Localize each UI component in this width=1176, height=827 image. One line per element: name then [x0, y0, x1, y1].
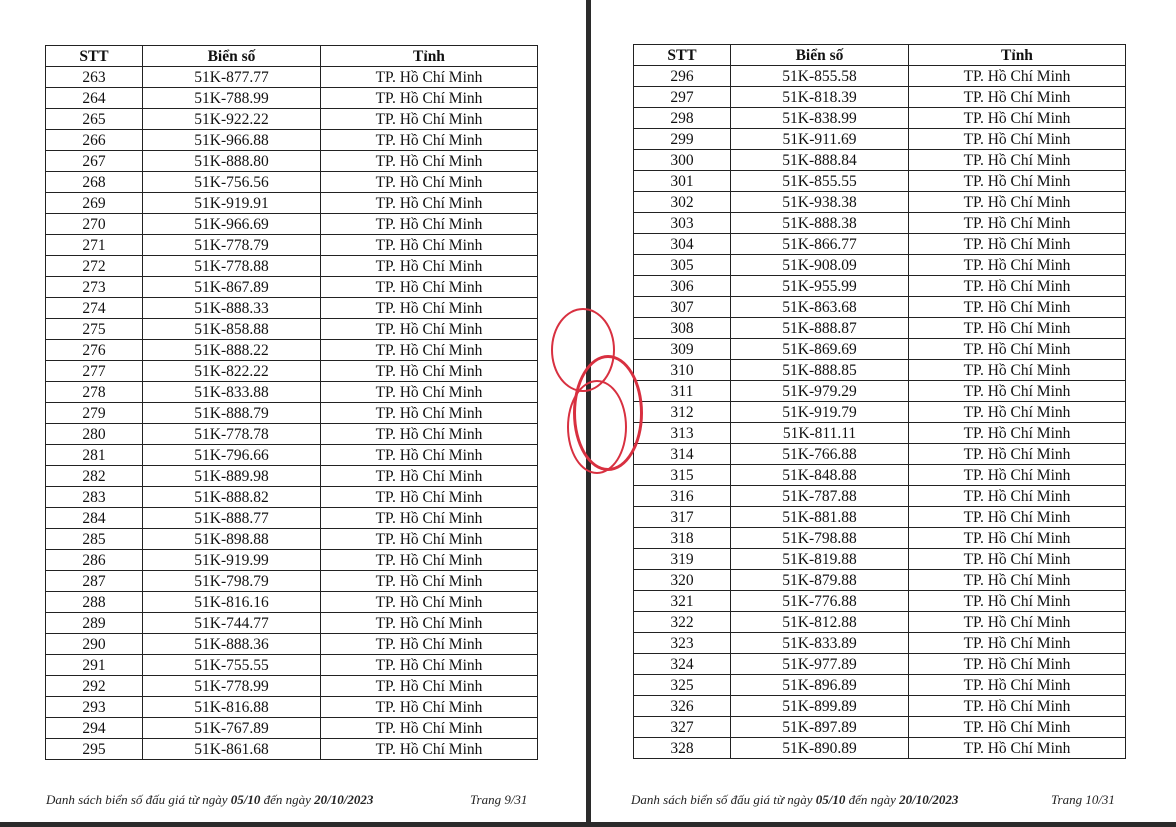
row-province: TP. Hồ Chí Minh — [321, 88, 538, 109]
table-row — [634, 549, 1126, 570]
row-plate: 51K-788.99 — [143, 88, 321, 109]
row-plate: 51K-798.88 — [731, 528, 909, 549]
row-province: TP. Hồ Chí Minh — [909, 528, 1126, 549]
table-row — [634, 234, 1126, 255]
row-plate: 51K-744.77 — [143, 613, 321, 634]
row-province: TP. Hồ Chí Minh — [321, 256, 538, 277]
row-province: TP. Hồ Chí Minh — [321, 382, 538, 403]
row-province: TP. Hồ Chí Minh — [909, 381, 1126, 402]
row-plate: 51K-855.55 — [731, 171, 909, 192]
row-stt: 311 — [634, 381, 731, 402]
row-province: TP. Hồ Chí Minh — [321, 571, 538, 592]
row-province: TP. Hồ Chí Minh — [909, 507, 1126, 528]
page-number: Trang 10/31 — [1051, 792, 1115, 807]
row-plate: 51K-866.77 — [731, 234, 909, 255]
table-row — [46, 88, 538, 109]
row-province: TP. Hồ Chí Minh — [321, 676, 538, 697]
row-plate: 51K-888.85 — [731, 360, 909, 381]
row-stt: 307 — [634, 297, 731, 318]
row-plate: 51K-869.69 — [731, 339, 909, 360]
red-seal-stamp — [573, 355, 643, 471]
table-row — [634, 360, 1126, 381]
row-province: TP. Hồ Chí Minh — [321, 214, 538, 235]
row-plate: 51K-889.98 — [143, 466, 321, 487]
row-stt: 323 — [634, 633, 731, 654]
row-province: TP. Hồ Chí Minh — [321, 235, 538, 256]
row-province: TP. Hồ Chí Minh — [321, 193, 538, 214]
footer-middle: đến ngày — [845, 792, 900, 807]
row-stt: 263 — [46, 67, 143, 88]
table-row — [634, 276, 1126, 297]
row-stt: 283 — [46, 487, 143, 508]
row-province: TP. Hồ Chí Minh — [909, 171, 1126, 192]
document-page-9 — [0, 0, 586, 822]
row-plate: 51K-919.79 — [731, 402, 909, 423]
row-plate: 51K-877.77 — [143, 67, 321, 88]
row-province: TP. Hồ Chí Minh — [321, 424, 538, 445]
row-stt: 296 — [634, 66, 731, 87]
row-province: TP. Hồ Chí Minh — [909, 444, 1126, 465]
footer-from-date: 05/10 — [815, 792, 846, 807]
table-row — [634, 507, 1126, 528]
table-row — [634, 465, 1126, 486]
row-plate: 51K-816.88 — [143, 697, 321, 718]
table-row — [634, 318, 1126, 339]
row-plate: 51K-812.88 — [731, 612, 909, 633]
row-stt: 271 — [46, 235, 143, 256]
table-row — [634, 129, 1126, 150]
row-stt: 309 — [634, 339, 731, 360]
table-row — [46, 550, 538, 571]
row-plate: 51K-899.89 — [731, 696, 909, 717]
footer-to-date: 20/10/2023 — [899, 792, 959, 807]
row-province: TP. Hồ Chí Minh — [321, 718, 538, 739]
table-row — [634, 717, 1126, 738]
row-stt: 324 — [634, 654, 731, 675]
row-stt: 319 — [634, 549, 731, 570]
row-plate: 51K-858.88 — [143, 319, 321, 340]
table-row — [46, 151, 538, 172]
row-plate: 51K-778.78 — [143, 424, 321, 445]
row-stt: 295 — [46, 739, 143, 760]
row-plate: 51K-938.38 — [731, 192, 909, 213]
row-plate: 51K-855.58 — [731, 66, 909, 87]
row-plate: 51K-778.99 — [143, 676, 321, 697]
table-row — [634, 66, 1126, 87]
row-plate: 51K-776.88 — [731, 591, 909, 612]
row-province: TP. Hồ Chí Minh — [909, 339, 1126, 360]
row-plate: 51K-888.84 — [731, 150, 909, 171]
table-body — [46, 67, 538, 760]
row-stt: 272 — [46, 256, 143, 277]
row-stt: 321 — [634, 591, 731, 612]
table-row — [634, 444, 1126, 465]
footer-prefix: Danh sách biển số đấu giá từ ngày — [46, 792, 231, 807]
row-stt: 277 — [46, 361, 143, 382]
row-plate: 51K-778.88 — [143, 256, 321, 277]
row-province: TP. Hồ Chí Minh — [909, 66, 1126, 87]
table-row — [46, 67, 538, 88]
plate-table — [45, 45, 538, 760]
row-plate: 51K-911.69 — [731, 129, 909, 150]
table-row — [46, 361, 538, 382]
row-stt: 280 — [46, 424, 143, 445]
row-province: TP. Hồ Chí Minh — [909, 633, 1126, 654]
row-province: TP. Hồ Chí Minh — [321, 109, 538, 130]
row-province: TP. Hồ Chí Minh — [321, 592, 538, 613]
bottom-edge — [0, 822, 1176, 827]
row-province: TP. Hồ Chí Minh — [321, 634, 538, 655]
row-plate: 51K-888.38 — [731, 213, 909, 234]
table-row — [46, 424, 538, 445]
row-province: TP. Hồ Chí Minh — [909, 402, 1126, 423]
row-province: TP. Hồ Chí Minh — [909, 570, 1126, 591]
header-province: Tỉnh — [321, 46, 538, 67]
row-province: TP. Hồ Chí Minh — [909, 738, 1126, 759]
row-province: TP. Hồ Chí Minh — [909, 696, 1126, 717]
row-stt: 264 — [46, 88, 143, 109]
table-row — [46, 718, 538, 739]
row-plate: 51K-888.79 — [143, 403, 321, 424]
row-province: TP. Hồ Chí Minh — [321, 340, 538, 361]
row-province: TP. Hồ Chí Minh — [909, 465, 1126, 486]
row-province: TP. Hồ Chí Minh — [321, 67, 538, 88]
row-province: TP. Hồ Chí Minh — [321, 655, 538, 676]
header-stt: STT — [634, 45, 731, 66]
row-stt: 267 — [46, 151, 143, 172]
table-header-row — [634, 45, 1126, 66]
row-stt: 288 — [46, 592, 143, 613]
row-stt: 285 — [46, 529, 143, 550]
row-province: TP. Hồ Chí Minh — [909, 129, 1126, 150]
row-plate: 51K-888.22 — [143, 340, 321, 361]
row-province: TP. Hồ Chí Minh — [321, 445, 538, 466]
table-row — [46, 613, 538, 634]
row-plate: 51K-879.88 — [731, 570, 909, 591]
row-province: TP. Hồ Chí Minh — [321, 739, 538, 760]
table-row — [46, 508, 538, 529]
row-plate: 51K-833.89 — [731, 633, 909, 654]
row-stt: 320 — [634, 570, 731, 591]
row-province: TP. Hồ Chí Minh — [321, 361, 538, 382]
header-stt: STT — [46, 46, 143, 67]
footer-prefix: Danh sách biển số đấu giá từ ngày — [631, 792, 816, 807]
row-stt: 279 — [46, 403, 143, 424]
row-stt: 315 — [634, 465, 731, 486]
row-province: TP. Hồ Chí Minh — [909, 276, 1126, 297]
row-stt: 269 — [46, 193, 143, 214]
row-plate: 51K-833.88 — [143, 382, 321, 403]
table-row — [634, 171, 1126, 192]
row-province: TP. Hồ Chí Minh — [321, 529, 538, 550]
row-plate: 51K-888.82 — [143, 487, 321, 508]
plate-table — [633, 44, 1126, 759]
table-row — [634, 402, 1126, 423]
row-province: TP. Hồ Chí Minh — [909, 549, 1126, 570]
table-row — [634, 591, 1126, 612]
row-stt: 276 — [46, 340, 143, 361]
row-plate: 51K-888.36 — [143, 634, 321, 655]
row-plate: 51K-955.99 — [731, 276, 909, 297]
row-plate: 51K-756.56 — [143, 172, 321, 193]
row-province: TP. Hồ Chí Minh — [909, 591, 1126, 612]
row-plate: 51K-977.89 — [731, 654, 909, 675]
row-province: TP. Hồ Chí Minh — [321, 298, 538, 319]
table-row — [634, 339, 1126, 360]
table-row — [46, 697, 538, 718]
footer-to-date: 20/10/2023 — [314, 792, 374, 807]
row-plate: 51K-888.77 — [143, 508, 321, 529]
row-plate: 51K-896.89 — [731, 675, 909, 696]
table-row — [634, 297, 1126, 318]
row-stt: 268 — [46, 172, 143, 193]
table-row — [46, 403, 538, 424]
footer-middle: đến ngày — [260, 792, 315, 807]
row-plate: 51K-848.88 — [731, 465, 909, 486]
table-row — [634, 486, 1126, 507]
table-row — [46, 466, 538, 487]
table-row — [46, 172, 538, 193]
row-stt: 282 — [46, 466, 143, 487]
row-plate: 51K-908.09 — [731, 255, 909, 276]
row-stt: 303 — [634, 213, 731, 234]
table-row — [634, 696, 1126, 717]
row-plate: 51K-796.66 — [143, 445, 321, 466]
table-row — [46, 109, 538, 130]
row-plate: 51K-766.88 — [731, 444, 909, 465]
table-row — [46, 445, 538, 466]
table-row — [634, 675, 1126, 696]
table-row — [634, 654, 1126, 675]
row-stt: 305 — [634, 255, 731, 276]
row-province: TP. Hồ Chí Minh — [321, 613, 538, 634]
row-plate: 51K-819.88 — [731, 549, 909, 570]
row-stt: 317 — [634, 507, 731, 528]
table-row — [46, 529, 538, 550]
table-body — [634, 66, 1126, 759]
row-plate: 51K-979.29 — [731, 381, 909, 402]
row-province: TP. Hồ Chí Minh — [321, 319, 538, 340]
table-row — [46, 193, 538, 214]
row-plate: 51K-822.22 — [143, 361, 321, 382]
table-header-row — [46, 46, 538, 67]
row-plate: 51K-888.80 — [143, 151, 321, 172]
row-province: TP. Hồ Chí Minh — [909, 612, 1126, 633]
table-row — [634, 213, 1126, 234]
table-row — [634, 87, 1126, 108]
table-row — [634, 738, 1126, 759]
row-province: TP. Hồ Chí Minh — [321, 550, 538, 571]
row-stt: 278 — [46, 382, 143, 403]
row-province: TP. Hồ Chí Minh — [321, 151, 538, 172]
table-row — [46, 487, 538, 508]
table-row — [634, 570, 1126, 591]
row-province: TP. Hồ Chí Minh — [909, 318, 1126, 339]
row-stt: 273 — [46, 277, 143, 298]
table-row — [634, 108, 1126, 129]
row-stt: 274 — [46, 298, 143, 319]
footer-description — [46, 792, 373, 808]
footer-from-date: 05/10 — [230, 792, 261, 807]
row-plate: 51K-888.33 — [143, 298, 321, 319]
row-plate: 51K-922.22 — [143, 109, 321, 130]
row-plate: 51K-767.89 — [143, 718, 321, 739]
row-stt: 290 — [46, 634, 143, 655]
table-row — [46, 655, 538, 676]
row-stt: 308 — [634, 318, 731, 339]
row-stt: 298 — [634, 108, 731, 129]
table-row — [46, 235, 538, 256]
row-plate: 51K-867.89 — [143, 277, 321, 298]
table-row — [46, 214, 538, 235]
row-stt: 301 — [634, 171, 731, 192]
table-row — [634, 192, 1126, 213]
row-province: TP. Hồ Chí Minh — [909, 150, 1126, 171]
row-province: TP. Hồ Chí Minh — [909, 486, 1126, 507]
row-stt: 293 — [46, 697, 143, 718]
row-plate: 51K-888.87 — [731, 318, 909, 339]
row-plate: 51K-881.88 — [731, 507, 909, 528]
row-province: TP. Hồ Chí Minh — [909, 360, 1126, 381]
row-plate: 51K-838.99 — [731, 108, 909, 129]
row-plate: 51K-966.88 — [143, 130, 321, 151]
row-plate: 51K-966.69 — [143, 214, 321, 235]
row-province: TP. Hồ Chí Minh — [321, 403, 538, 424]
row-plate: 51K-890.89 — [731, 738, 909, 759]
table-row — [46, 592, 538, 613]
row-plate: 51K-787.88 — [731, 486, 909, 507]
row-stt: 300 — [634, 150, 731, 171]
row-stt: 325 — [634, 675, 731, 696]
row-stt: 302 — [634, 192, 731, 213]
row-stt: 326 — [634, 696, 731, 717]
row-province: TP. Hồ Chí Minh — [909, 255, 1126, 276]
row-stt: 316 — [634, 486, 731, 507]
row-province: TP. Hồ Chí Minh — [909, 675, 1126, 696]
table-row — [46, 298, 538, 319]
row-stt: 281 — [46, 445, 143, 466]
page-number: Trang 9/31 — [470, 792, 528, 807]
row-plate: 51K-755.55 — [143, 655, 321, 676]
row-plate: 51K-811.11 — [731, 423, 909, 444]
row-stt: 297 — [634, 87, 731, 108]
table-row — [46, 739, 538, 760]
header-province: Tỉnh — [909, 45, 1126, 66]
row-stt: 327 — [634, 717, 731, 738]
row-stt: 304 — [634, 234, 731, 255]
row-stt: 270 — [46, 214, 143, 235]
row-province: TP. Hồ Chí Minh — [909, 108, 1126, 129]
table-row — [634, 423, 1126, 444]
row-plate: 51K-798.79 — [143, 571, 321, 592]
table-row — [634, 528, 1126, 549]
row-plate: 51K-863.68 — [731, 297, 909, 318]
row-province: TP. Hồ Chí Minh — [909, 654, 1126, 675]
footer-description — [631, 792, 958, 808]
table-row — [46, 319, 538, 340]
row-province: TP. Hồ Chí Minh — [909, 297, 1126, 318]
row-province: TP. Hồ Chí Minh — [321, 172, 538, 193]
row-stt: 310 — [634, 360, 731, 381]
row-province: TP. Hồ Chí Minh — [321, 697, 538, 718]
table-row — [46, 130, 538, 151]
row-stt: 289 — [46, 613, 143, 634]
row-stt: 275 — [46, 319, 143, 340]
row-stt: 328 — [634, 738, 731, 759]
row-stt: 306 — [634, 276, 731, 297]
row-province: TP. Hồ Chí Minh — [909, 423, 1126, 444]
row-plate: 51K-919.99 — [143, 550, 321, 571]
table-row — [46, 277, 538, 298]
table-row — [46, 571, 538, 592]
row-stt: 287 — [46, 571, 143, 592]
document-page-10 — [591, 0, 1176, 822]
row-stt: 294 — [46, 718, 143, 739]
row-stt: 322 — [634, 612, 731, 633]
row-plate: 51K-778.79 — [143, 235, 321, 256]
row-province: TP. Hồ Chí Minh — [909, 213, 1126, 234]
row-province: TP. Hồ Chí Minh — [321, 466, 538, 487]
row-stt: 318 — [634, 528, 731, 549]
row-plate: 51K-861.68 — [143, 739, 321, 760]
table-row — [634, 255, 1126, 276]
row-plate: 51K-898.88 — [143, 529, 321, 550]
row-province: TP. Hồ Chí Minh — [321, 130, 538, 151]
row-plate: 51K-897.89 — [731, 717, 909, 738]
row-stt: 312 — [634, 402, 731, 423]
row-stt: 292 — [46, 676, 143, 697]
row-province: TP. Hồ Chí Minh — [321, 487, 538, 508]
row-plate: 51K-818.39 — [731, 87, 909, 108]
row-province: TP. Hồ Chí Minh — [321, 508, 538, 529]
table-row — [46, 256, 538, 277]
row-stt: 313 — [634, 423, 731, 444]
row-province: TP. Hồ Chí Minh — [909, 87, 1126, 108]
row-province: TP. Hồ Chí Minh — [909, 192, 1126, 213]
row-stt: 299 — [634, 129, 731, 150]
row-stt: 314 — [634, 444, 731, 465]
table-row — [634, 150, 1126, 171]
table-row — [634, 381, 1126, 402]
row-stt: 265 — [46, 109, 143, 130]
row-stt: 284 — [46, 508, 143, 529]
table-row — [634, 633, 1126, 654]
table-row — [46, 382, 538, 403]
table-row — [46, 634, 538, 655]
row-province: TP. Hồ Chí Minh — [321, 277, 538, 298]
table-row — [46, 676, 538, 697]
row-stt: 266 — [46, 130, 143, 151]
table-row — [634, 612, 1126, 633]
row-province: TP. Hồ Chí Minh — [909, 717, 1126, 738]
header-plate: Biển số — [731, 45, 909, 66]
row-stt: 286 — [46, 550, 143, 571]
row-province: TP. Hồ Chí Minh — [909, 234, 1126, 255]
row-stt: 291 — [46, 655, 143, 676]
row-plate: 51K-816.16 — [143, 592, 321, 613]
header-plate: Biển số — [143, 46, 321, 67]
row-plate: 51K-919.91 — [143, 193, 321, 214]
table-row — [46, 340, 538, 361]
